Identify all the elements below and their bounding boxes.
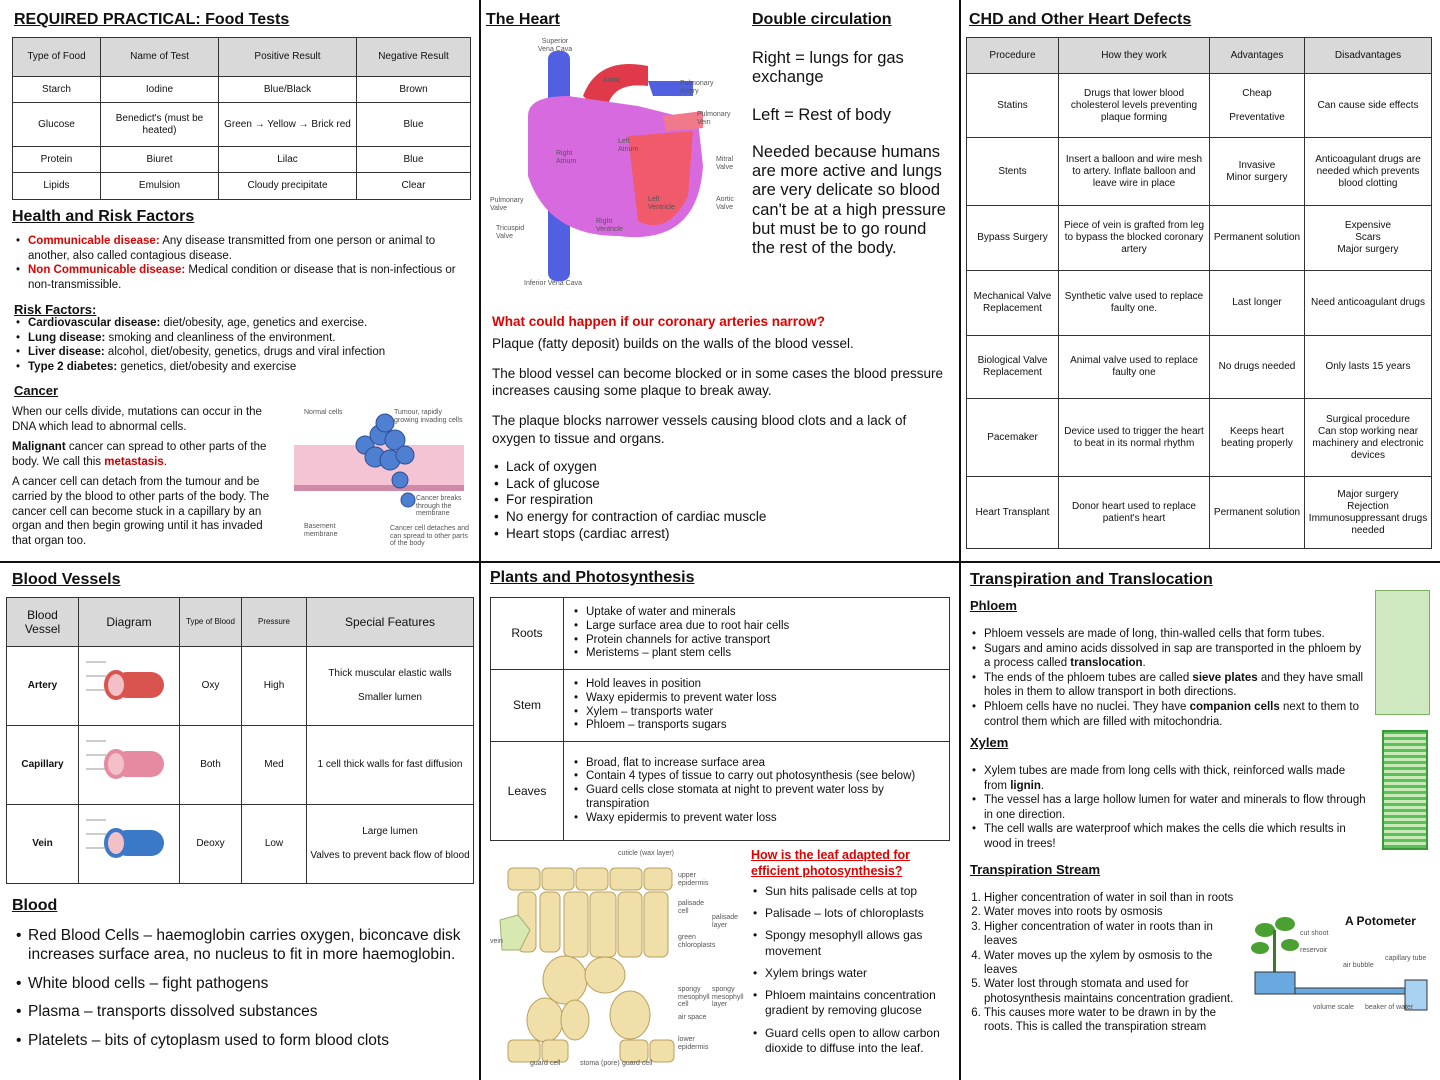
chd-table [966, 37, 1432, 549]
list-item: • Guard cells close stomata at night to prevent water loss by transpiration [572, 784, 941, 812]
table-row [491, 742, 950, 841]
diagram-label: guard cell [530, 1060, 561, 1067]
diagram-label: Pulmonary Artery [680, 80, 714, 95]
tumour-diagram [290, 405, 470, 547]
heart-title: The Heart [486, 11, 560, 28]
cancer-text: When our cells divide, mutations can occur in the DNA which lead to abnormal cells. [12, 406, 262, 433]
table-cell: Insert a balloon and wire mesh to artery. Inflate balloon and leave wire in place [1059, 138, 1210, 206]
potometer-diagram [1245, 910, 1435, 1020]
diagram-label: Aorta [603, 77, 620, 84]
paragraph: Plaque (fatty deposit) builds on the walls of the blood vessel. [492, 336, 854, 351]
table-cell: Statins [967, 74, 1059, 138]
table-cell: No drugs needed [1210, 336, 1305, 399]
divider [959, 0, 961, 1080]
table-cell: Brown [357, 77, 471, 103]
table-cell: Green → Yellow → Brick red [219, 103, 357, 147]
list-item: • Waxy epidermis to prevent water loss [572, 812, 941, 826]
risk-text: smoking and cleanliness of the environment. [108, 331, 336, 344]
table-cell: Cloudy precipitate [219, 173, 357, 200]
table-row [967, 74, 1432, 138]
table-cell: Heart Transplant [967, 477, 1059, 549]
table-cell: Oxy [180, 647, 242, 726]
table-cell: Blue [357, 147, 471, 173]
list-item: • Platelets – bits of cytoplasm used to form blood clots [14, 1031, 469, 1050]
risk-factor-item [14, 360, 470, 375]
diagram-label: lower epidermis [678, 1036, 709, 1051]
plant-features [564, 742, 950, 841]
divider [479, 0, 481, 1080]
table-cell: High [242, 647, 307, 726]
cancer-title: Cancer [14, 383, 59, 398]
list-item: • Heart stops (cardiac arrest) [492, 526, 952, 543]
table-cell: Large lumen Valves to prevent back flow of blood [307, 805, 474, 884]
table-cell: Glucose [13, 103, 101, 147]
diagram-label: Pulmonary Valve [490, 197, 524, 212]
diagram-label: Tumour, rapidly growing invading cells [394, 409, 463, 424]
double-circulation-title: Double circulation [752, 11, 892, 28]
table-row [491, 670, 950, 742]
list-item: • Xylem tubes are made from long cells with thick, reinforced walls made from lignin. [970, 764, 1370, 793]
cancer-text: A cancer cell can detach from the tumour and be carried by the blood to other parts of the body. The cancer cell can become stuck in a capillary by an organ and then begin growing until it has invaded that organ too. [12, 476, 270, 547]
table-row [7, 726, 474, 805]
th: Procedure [967, 38, 1059, 74]
vessel-name: Artery [7, 647, 79, 726]
diagram-label: air bubble [1343, 962, 1374, 969]
list-item: 4. Water moves up the xylem by osmosis to the leaves [984, 949, 1242, 978]
risk-text: alcohol, diet/obesity, genetics, drugs and viral infection [107, 346, 386, 359]
table-cell: Pacemaker [967, 399, 1059, 477]
paragraph: The blood vessel can become blocked or in some cases the blood pressure increases causing some plaque to break away. [492, 366, 944, 399]
plant-features [564, 670, 950, 742]
table-cell: Anticoagulant drugs are needed which prevents blood clotting [1305, 138, 1432, 206]
table-row [967, 206, 1432, 271]
heart-diagram [488, 36, 748, 291]
leaf-question: How is the leaf adapted for efficient photosynthesis? [751, 848, 911, 879]
diagram-label: Inferior Vena Cava [524, 280, 582, 287]
list-item: • Sugars and amino acids dissolved in sap are transported in the phloem by a process called translocation. [970, 642, 1370, 671]
blood-vessels-table [6, 597, 474, 884]
list-item [14, 263, 470, 292]
table-row [13, 77, 471, 103]
term: Non Communicable disease: [28, 264, 186, 277]
risk-label: Type 2 diabetes: [28, 360, 118, 373]
blood-vessels-title: Blood Vessels [12, 571, 121, 588]
risk-label: Lung disease: [28, 331, 106, 344]
feature-list [572, 678, 941, 733]
th: Disadvantages [1305, 38, 1432, 74]
risk-text: genetics, diet/obesity and exercise [120, 360, 297, 373]
diagram-label: Basement membrane [304, 523, 338, 538]
list-item: • Protein channels for active transport [572, 634, 941, 648]
risk-label: Liver disease: [28, 346, 105, 359]
list-item: • Large surface area due to root hair cells [572, 620, 941, 634]
diagram-label: reservoir [1300, 947, 1328, 954]
food-tests-title: REQUIRED PRACTICAL: Food Tests [14, 11, 290, 28]
th: Positive Result [219, 38, 357, 77]
table-cell: Permanent solution [1210, 477, 1305, 549]
table-cell: Expensive Scars Major surgery [1305, 206, 1432, 271]
table-cell: Lilac [219, 147, 357, 173]
table-row [967, 399, 1432, 477]
coronary-question: What could happen if our coronary arteries narrow? [492, 314, 826, 329]
table-row [967, 138, 1432, 206]
list-item: 3. Higher concentration of water in roots than in leaves [984, 920, 1242, 949]
table-cell: Device used to trigger the heart to beat in its normal rhythm [1059, 399, 1210, 477]
vessel-diagram [79, 647, 180, 726]
table-cell: Lipids [13, 173, 101, 200]
th: How they work [1059, 38, 1210, 74]
table-cell: Protein [13, 147, 101, 173]
list-item: • The ends of the phloem tubes are called sieve plates and they have small holes in them to allow transport in both directions. [970, 671, 1370, 700]
th: Type of Food [13, 38, 101, 77]
list-item: • Spongy mesophyll allows gas movement [751, 928, 951, 958]
risk-label: Cardiovascular disease: [28, 317, 161, 329]
table-cell: Can cause side effects [1305, 74, 1432, 138]
vessel-name: Capillary [7, 726, 79, 805]
th: Negative Result [357, 38, 471, 77]
list-item: • Phloem vessels are made of long, thin-walled cells that form tubes. [970, 627, 1370, 642]
diagram-label: beaker of water [1365, 1004, 1414, 1011]
dc-text: Right = lungs for gas exchange [752, 49, 904, 87]
table-row [13, 173, 471, 200]
list-item: • Waxy epidermis to prevent water loss [572, 692, 941, 706]
risk-text: diet/obesity, age, genetics and exercise. [163, 317, 368, 329]
diagram-label: Superior Vena Cava [537, 38, 573, 53]
list-item: 1. Higher concentration of water in soil than in roots [984, 891, 1242, 905]
table-row [13, 103, 471, 147]
list-item: 2. Water moves into roots by osmosis [984, 905, 1242, 919]
cancer-text: Malignant cancer can spread to other parts of the body. We call this metastasis. [12, 441, 267, 468]
list-item: • Phloem maintains concentration gradient by removing glucose [751, 988, 951, 1018]
th: Name of Test [101, 38, 219, 77]
diagram-label: spongy mesophyll layer [712, 986, 744, 1009]
table-cell: Major surgery Rejection Immunosuppressant drugs needed [1305, 477, 1432, 549]
table-cell: Stents [967, 138, 1059, 206]
th: Type of Blood [180, 598, 242, 647]
list-item [14, 234, 470, 263]
xylem-image [1382, 730, 1428, 850]
table-cell: Piece of vein is grafted from leg to bypass the blocked coronary artery [1059, 206, 1210, 271]
list-item: • Xylem – transports water [572, 706, 941, 720]
table-row [967, 477, 1432, 549]
feature-list [572, 757, 941, 826]
leaf-cross-section-diagram [490, 850, 744, 1070]
risk-factor-item [14, 331, 470, 346]
diagram-label: guard cell [622, 1060, 653, 1067]
list-item: • Sun hits palisade cells at top [751, 884, 951, 899]
phloem-title: Phloem [970, 598, 1017, 613]
table-cell: Biological Valve Replacement [967, 336, 1059, 399]
diagram-label: green chloroplasts [678, 934, 716, 949]
list-item: • Red Blood Cells – haemoglobin carries oxygen, biconcave disk increases surface area, no nucleus to fit in more haemoglobin. [14, 926, 469, 965]
plants-table [490, 597, 950, 841]
list-item: • Hold leaves in position [572, 678, 941, 692]
table-cell: Starch [13, 77, 101, 103]
list-item: • Meristems – plant stem cells [572, 647, 941, 661]
plant-part: Stem [491, 670, 564, 742]
table-cell: Clear [357, 173, 471, 200]
diagram-label: cuticle (wax layer) [618, 850, 675, 857]
transpiration-title: Transpiration and Translocation [970, 571, 1213, 588]
list-item: • Guard cells open to allow carbon dioxide to diffuse into the leaf. [751, 1026, 951, 1056]
table-row [967, 271, 1432, 336]
diagram-label: palisade layer [712, 914, 739, 929]
list-item: • The cell walls are waterproof which makes the cells die which results in wood in trees! [970, 822, 1370, 851]
diagram-label: air space [678, 1014, 707, 1021]
table-cell: Last longer [1210, 271, 1305, 336]
diagram-label: stoma (pore) [580, 1060, 620, 1067]
table-row [967, 336, 1432, 399]
th: Special Features [307, 598, 474, 647]
list-item: • Uptake of water and minerals [572, 606, 941, 620]
list-item: • Xylem brings water [751, 966, 951, 981]
list-item: • Contain 4 types of tissue to carry out photosynthesis (see below) [572, 770, 941, 784]
term: Communicable disease: [28, 235, 160, 247]
th: Diagram [79, 598, 180, 647]
divider [0, 561, 1440, 563]
transpiration-stream-title: Transpiration Stream [970, 862, 1101, 877]
diagram-label: Aortic Valve [716, 196, 734, 211]
list-item: 6. This causes more water to be drawn in by the roots. This is called the transpiration stream [984, 1006, 1242, 1035]
table-cell: Emulsion [101, 173, 219, 200]
diagram-label: Normal cells [304, 409, 343, 416]
th: Blood Vessel [7, 598, 79, 647]
potometer-title: A Potometer [1345, 914, 1416, 928]
chd-title: CHD and Other Heart Defects [969, 11, 1192, 28]
list-item: • Palisade – lots of chloroplasts [751, 906, 951, 921]
table-cell: Surgical procedure Can stop working near machinery and electronic devices [1305, 399, 1432, 477]
vessel-diagram [79, 726, 180, 805]
table-cell: Thick muscular elastic walls Smaller lumen [307, 647, 474, 726]
diagram-label: capillary tube [1385, 955, 1427, 962]
risk-factor-item [14, 316, 470, 331]
table-cell: Invasive Minor surgery [1210, 138, 1305, 206]
definition: Medical condition or disease that is non-infectious or non-transmissible. [28, 264, 456, 291]
diagram-label: cut shoot [1300, 930, 1329, 937]
risk-factors-title: Risk Factors: [14, 302, 97, 317]
diagram-label: Pulmonary Vein [697, 111, 731, 126]
table-cell: Only lasts 15 years [1305, 336, 1432, 399]
table-cell: Synthetic valve used to replace faulty one. [1059, 271, 1210, 336]
table-row [13, 147, 471, 173]
table-cell: Biuret [101, 147, 219, 173]
paragraph: The plaque blocks narrower vessels causing blood clots and a lack of oxygen to tissue and organs. [492, 413, 907, 446]
table-cell: Animal valve used to replace faulty one [1059, 336, 1210, 399]
vessel-diagram [79, 805, 180, 884]
table-cell: Med [242, 726, 307, 805]
diagram-label: upper epidermis [678, 872, 709, 887]
xylem-title: Xylem [970, 735, 1009, 750]
table-cell: Deoxy [180, 805, 242, 884]
list-item: • White blood cells – fight pathogens [14, 974, 469, 993]
table-cell: Need anticoagulant drugs [1305, 271, 1432, 336]
table-cell: Low [242, 805, 307, 884]
table-cell: Donor heart used to replace patient's heart [1059, 477, 1210, 549]
diagram-label: Right Atrium [556, 150, 577, 165]
phloem-image [1375, 590, 1430, 715]
list-item: • For respiration [492, 492, 952, 509]
table-cell: Cheap Preventative [1210, 74, 1305, 138]
list-item: • Lack of oxygen [492, 459, 952, 476]
feature-list [572, 606, 941, 661]
table-cell: Both [180, 726, 242, 805]
table-cell: Iodine [101, 77, 219, 103]
diagram-label: Tricuspid Valve [496, 225, 525, 240]
list-item: • Phloem cells have no nuclei. They have companion cells next to them to control them which are filled with mitochondria. [970, 700, 1370, 729]
th: Advantages [1210, 38, 1305, 74]
table-row [7, 805, 474, 884]
list-item: • Lack of glucose [492, 476, 952, 493]
definition: Any disease transmitted from one person or animal to another, also called contagious disease. [28, 235, 436, 262]
th: Pressure [242, 598, 307, 647]
plants-title: Plants and Photosynthesis [490, 569, 695, 586]
diagram-label: Left Atrium [618, 138, 639, 153]
list-item: • The vessel has a large hollow lumen for water and minerals to flow through in one direction. [970, 793, 1370, 822]
diagram-label: Left Ventricle [648, 196, 675, 211]
diagram-label: Cancer cell detaches and can spread to other parts of the body [390, 525, 469, 548]
list-item: • No energy for contraction of cardiac muscle [492, 509, 952, 526]
blood-title: Blood [12, 897, 58, 914]
table-cell: Benedict's (must be heated) [101, 103, 219, 147]
table-cell: Bypass Surgery [967, 206, 1059, 271]
diagram-label: volume scale [1313, 1004, 1354, 1011]
plant-features [564, 598, 950, 670]
table-cell: Permanent solution [1210, 206, 1305, 271]
plant-part: Leaves [491, 742, 564, 841]
table-cell: Drugs that lower blood cholesterol levels preventing plaque forming [1059, 74, 1210, 138]
dc-text: Needed because humans are more active and lungs are very delicate so blood can't be at a high pressure but must be to go round the rest of the body. [752, 142, 946, 258]
list-item: 5. Water lost through stomata and used for photosynthesis maintains concentration gradient. [984, 977, 1242, 1006]
table-cell: Blue [357, 103, 471, 147]
diagram-label: spongy mesophyll cell [678, 986, 710, 1009]
diagram-label: Mitral Valve [716, 156, 734, 171]
vessel-name: Vein [7, 805, 79, 884]
health-title: Health and Risk Factors [12, 208, 195, 225]
dc-text: Left = Rest of body [752, 105, 891, 124]
diagram-label: palisade cell [678, 900, 705, 915]
diagram-label: Right Ventricle [596, 218, 623, 233]
table-cell: 1 cell thick walls for fast diffusion [307, 726, 474, 805]
diagram-label: vein [490, 938, 503, 945]
risk-factor-item [14, 345, 470, 360]
list-item: • Broad, flat to increase surface area [572, 757, 941, 771]
list-item: • Phloem – transports sugars [572, 719, 941, 733]
plant-part: Roots [491, 598, 564, 670]
table-row [491, 598, 950, 670]
diagram-label: Cancer breaks through the membrane [416, 495, 462, 518]
food-tests-table [12, 37, 471, 200]
table-cell: Mechanical Valve Replacement [967, 271, 1059, 336]
list-item: • Plasma – transports dissolved substances [14, 1002, 469, 1021]
table-cell: Blue/Black [219, 77, 357, 103]
table-cell: Keeps heart beating properly [1210, 399, 1305, 477]
table-row [7, 647, 474, 726]
